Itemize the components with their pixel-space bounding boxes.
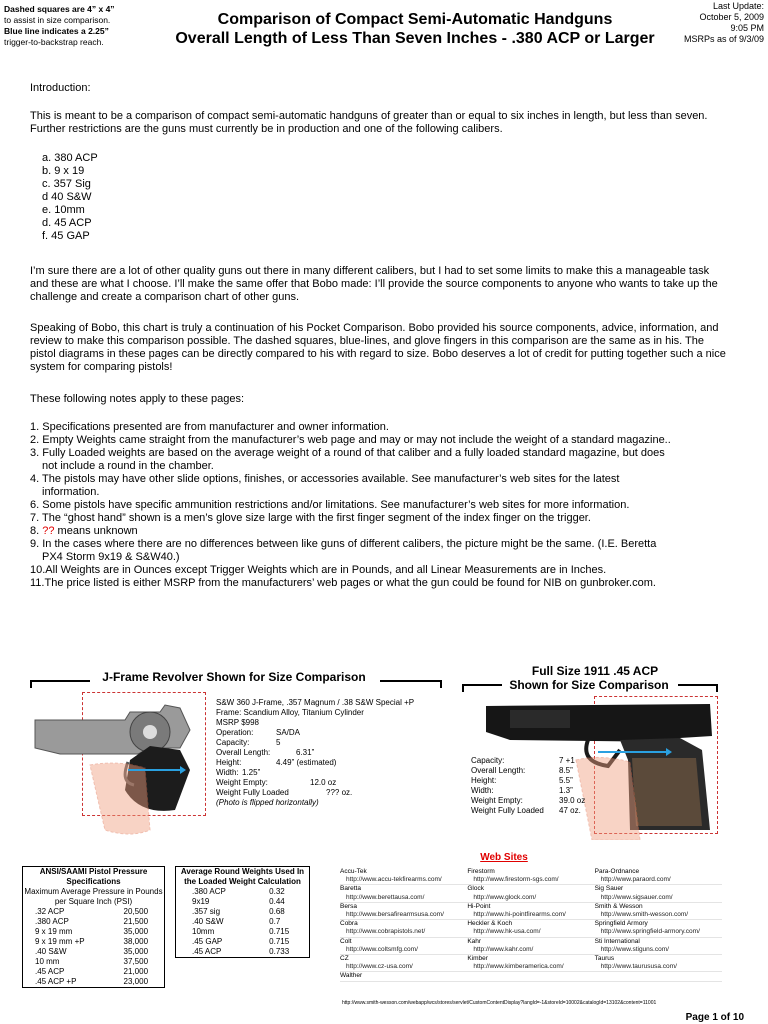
website-link[interactable]: http://www.hi-pointfirearms.com/ (473, 911, 566, 919)
table-row: .45 ACP +P 23,000 (35, 977, 149, 986)
page-number: Page 1 of 10 (685, 1012, 744, 1023)
table-row: Baretta http://www.berettausa.com/ Glock http://www.glock.com/ Sig Sauer http://www.sigsauer.com/ (340, 885, 722, 902)
notes-list (30, 421, 730, 590)
spec-row: Overall Length: 6.31” (216, 748, 315, 757)
spec-row: Weight Fully Loaded 47 oz. (471, 806, 581, 815)
website-link[interactable]: http://www.berettausa.com/ (346, 893, 425, 901)
website-link[interactable]: http://www.smith-wesson.com/ (600, 911, 689, 919)
spec-row: Capacity: 7 +1 (471, 756, 575, 765)
unknown-marker: ?? (42, 525, 55, 537)
jframe-bracket-left-tick (30, 680, 32, 688)
jframe-revolver-image (30, 690, 220, 840)
spec-row: Height: 5.5” (471, 776, 573, 785)
m1911-bracket-right (678, 684, 718, 686)
m1911-title-line-2: Shown for Size Comparison (509, 678, 669, 692)
website-link[interactable]: http://www.taurususa.com/ (600, 963, 677, 971)
note-item: 6. Some pistols have specific ammunition restrictions and/or limitations. See manufacturer’s web sites for more information. (30, 499, 630, 511)
caliber-item: d 40 S&W (42, 191, 92, 203)
update-time: 9:05 PM (730, 23, 764, 33)
table-row: .45 GAP 0.715 (192, 937, 290, 946)
spec-row: Width: 1.3” (471, 786, 573, 795)
jframe-title: J-Frame Revolver Shown for Size Comparison (102, 670, 366, 684)
note-continuation: not include a round in the chamber. (42, 460, 214, 472)
caliber-item: a. 380 ACP (42, 152, 98, 164)
ansi-subtitle: Maximum Average Pressure in Pounds per Square Inch (PSI) (24, 887, 163, 906)
table-row: Accu-Tek http://www.accu-tekfirearms.com/ Firestorm http://www.firestorm-sgs.com/ Para-Ordnance http://www.paraord.com/ (340, 868, 722, 885)
header-update-info (644, 1, 764, 45)
note-item: 11.The price listed is either MSRP from the manufacturers’ web pages or what the gun could be found for NIB on gunbroker.com. (30, 577, 656, 589)
legend-line-2: to assist in size comparison. (4, 15, 111, 25)
spec-row: Height: 4.49” (estimated) (216, 758, 337, 767)
note-item: 3. Fully Loaded weights are based on the average weight of a round of that caliber and a fully loaded standard magazine, but does (30, 447, 665, 459)
m1911-bracket-left-tick (462, 684, 464, 692)
note-item: 2. Empty Weights came straight from the manufacturer’s web page and may or may not include the weight of a standard magazine.. (30, 434, 671, 446)
m1911-title-line-1: Full Size 1911 .45 ACP (531, 664, 659, 678)
spec-row: Capacity: 5 (216, 738, 281, 747)
website-link[interactable]: http://www.stiguns.com/ (600, 945, 669, 953)
legend-line-1: Dashed squares are 4” x 4” (4, 4, 115, 14)
spec-row: Weight Empty: 39.0 oz (471, 796, 586, 805)
intro-paragraph-3: Speaking of Bobo, this chart is truly a continuation of his Pocket Comparison. Bobo provided his source components, advice, information, and review to make this comparison possible. The dashed squares, blue-lines, and glove fingers in this comparison are the same as in his. The pistol diagrams in these pages can be directly compared to his with regard to size. Bobo deserves a lot of credit for putting together such a nice system for comparing pistols! (30, 322, 726, 373)
table-row: 10mm 0.715 (192, 927, 290, 936)
table-row: .45 ACP 0.733 (192, 947, 290, 956)
page-title-line-1: Comparison of Compact Semi-Automatic Handguns (217, 11, 613, 28)
jframe-bracket-right-tick (440, 680, 442, 688)
table-row: .45 ACP 21,000 (35, 967, 149, 976)
website-link[interactable]: http://www.kahr.com/ (473, 945, 534, 953)
website-link[interactable]: http://www.accu-tekfirearms.com/ (346, 876, 442, 884)
note-item: 4. The pistols may have other slide options, finishes, or accessories available. See manufacturer’s web sites for the latest (30, 473, 620, 485)
table-row: 9 x 19 mm 35,000 (35, 927, 149, 936)
jframe-msrp: MSRP $998 (216, 718, 259, 727)
table-row: 9x19 0.44 (192, 897, 285, 906)
intro-heading: Introduction: (30, 82, 91, 94)
table-row: .357 sig 0.68 (192, 907, 285, 916)
note-item: 10.All Weights are in Ounces except Trigger Weights which are in Pounds, and all Linear Measurements are in Inches. (30, 564, 607, 576)
spec-row: Weight Fully Loaded ??? oz. (216, 788, 353, 797)
caliber-list (42, 152, 98, 243)
note-item: 1. Specifications presented are from manufacturer and owner information. (30, 421, 389, 433)
table-row: Bersa http://www.bersafirearmsusa.com/ Hi-Point http://www.hi-pointfirearms.com/ Smith & Wesson http://www.smith-wesson.com/ (340, 902, 722, 919)
note-item: 8. ?? means unknown (30, 525, 138, 537)
note-continuation: information. (42, 486, 100, 498)
table-row: Cobra http://www.cobrapistols.net/ Heckler & Koch http://www.hk-usa.com/ Springfield Armory http://www.springfield-armory.com/ (340, 920, 722, 937)
website-link[interactable]: http://www.paraord.com/ (600, 876, 671, 884)
m1911-specs (471, 756, 591, 816)
caliber-item: e. 10mm (42, 204, 85, 216)
website-link[interactable]: http://www.kimberamerica.com/ (473, 963, 564, 971)
website-link[interactable]: http://www.cobrapistols.net/ (346, 928, 426, 936)
page-title-line-2: Overall Length of Less Than Seven Inches - .380 ACP or Larger (175, 30, 655, 47)
note-item: 9. In the cases where there are no differences between like guns of different calibers, the picture might be the same. (I.E. Beretta (30, 538, 657, 550)
caliber-item: d. 45 ACP (42, 217, 92, 229)
table-row: 10 mm 37,500 (35, 957, 149, 966)
intro-paragraph-4: These following notes apply to these pages: (30, 393, 245, 405)
jframe-model: S&W 360 J-Frame, .357 Magnum / .38 S&W Special +P (216, 698, 415, 707)
walther-url[interactable]: http://www.smith-wesson.com/webapp/wcs/stores/servlet/CustomContentDisplay?langId=-1&storeId=10002&catalogId=13102&content=11001 (342, 1000, 657, 1006)
intro-paragraph-2: I’m sure there are a lot of other quality guns out there in many different calibers, but I had to set some limits to make this a manageable task and these are what I choose. I’ll make the same offer that Bobo made: I’ll provide the source components to anyone who wants to take up the challenge and create a comparison chart of other guns. (30, 265, 718, 303)
msrp-date: MSRPs as of 9/3/09 (683, 34, 764, 44)
table-row: 9 x 19 mm +P 38,000 (35, 937, 149, 946)
ansi-title: ANSI/SAAMI Pistol Pressure Specifications (39, 867, 148, 886)
website-link[interactable]: http://www.sigsauer.com/ (600, 893, 673, 901)
update-date: October 5, 2009 (699, 12, 764, 22)
table-row: Colt http://www.coltsmfg.com/ Kahr http://www.kahr.com/ Sti International http://www.stiguns.com/ (340, 937, 722, 954)
m1911-bracket-left (462, 684, 502, 686)
website-link[interactable]: http://www.coltsmfg.com/ (346, 945, 418, 953)
caliber-item: b. 9 x 19 (42, 165, 85, 177)
website-link[interactable]: http://www.cz-usa.com/ (346, 963, 413, 971)
spec-row: Overall Length: 8.5” (471, 766, 573, 775)
caliber-item: c. 357 Sig (42, 178, 91, 190)
intro-paragraph-1: This is meant to be a comparison of compact semi-automatic handguns of greater than or equal to six inches in length, but less than seven. Further restrictions are the guns must currently be in production and one of the following calibers. (30, 110, 708, 135)
table-row: Walther (340, 972, 722, 981)
legend-line-4: trigger-to-backstrap reach. (4, 37, 104, 47)
note-item: 7. The “ghost hand” shown is a men’s glove size large with the first finger segment of the index finger on the trigger. (30, 512, 591, 524)
update-label: Last Update: (712, 1, 764, 11)
table-row: .32 ACP 20,500 (35, 907, 149, 916)
website-link[interactable]: http://www.hk-usa.com/ (473, 928, 541, 936)
jframe-specs (216, 698, 446, 808)
ansi-pressure-table (22, 866, 165, 988)
jframe-bracket-left (30, 680, 90, 682)
website-link[interactable]: http://www.glock.com/ (473, 893, 537, 901)
website-link[interactable]: http://www.firestorm-sgs.com/ (473, 876, 559, 884)
table-row: .40 S&W 35,000 (35, 947, 149, 956)
table-row: .380 ACP 0.32 (192, 887, 285, 896)
table-row: CZ http://www.cz-usa.com/ Kimber http://www.kimberamerica.com/ Taurus http://www.taurususa.com/ (340, 955, 722, 972)
spec-row: Weight Empty: 12.0 oz (216, 778, 337, 787)
jframe-photo-note: (Photo is flipped horizontally) (216, 798, 319, 807)
header-legend (4, 4, 164, 48)
web-sites-title: Web Sites (480, 852, 528, 863)
round-weights-table (175, 866, 310, 958)
jframe-bracket-right (380, 680, 442, 682)
legend-line-3: Blue line indicates a 2.25” (4, 26, 109, 36)
caliber-item: f. 45 GAP (42, 230, 90, 242)
round-weights-title: Average Round Weights Used In the Loaded Weight Calculation (180, 867, 305, 886)
website-link[interactable]: http://www.springfield-armory.com/ (600, 928, 700, 936)
table-row: .380 ACP 21,500 (35, 917, 149, 926)
spec-row: Operation: SA/DA (216, 728, 301, 737)
website-link[interactable]: http://www.bersafirearmsusa.com/ (346, 911, 444, 919)
table-row: .40 S&W 0.7 (192, 917, 281, 926)
spec-row: Width: 1.25” (216, 768, 261, 777)
web-sites-table (340, 868, 722, 982)
jframe-frame: Frame: Scandium Alloy, Titanium Cylinder (216, 708, 364, 717)
note-continuation: PX4 Storm 9x19 & S&W40.) (42, 551, 180, 563)
